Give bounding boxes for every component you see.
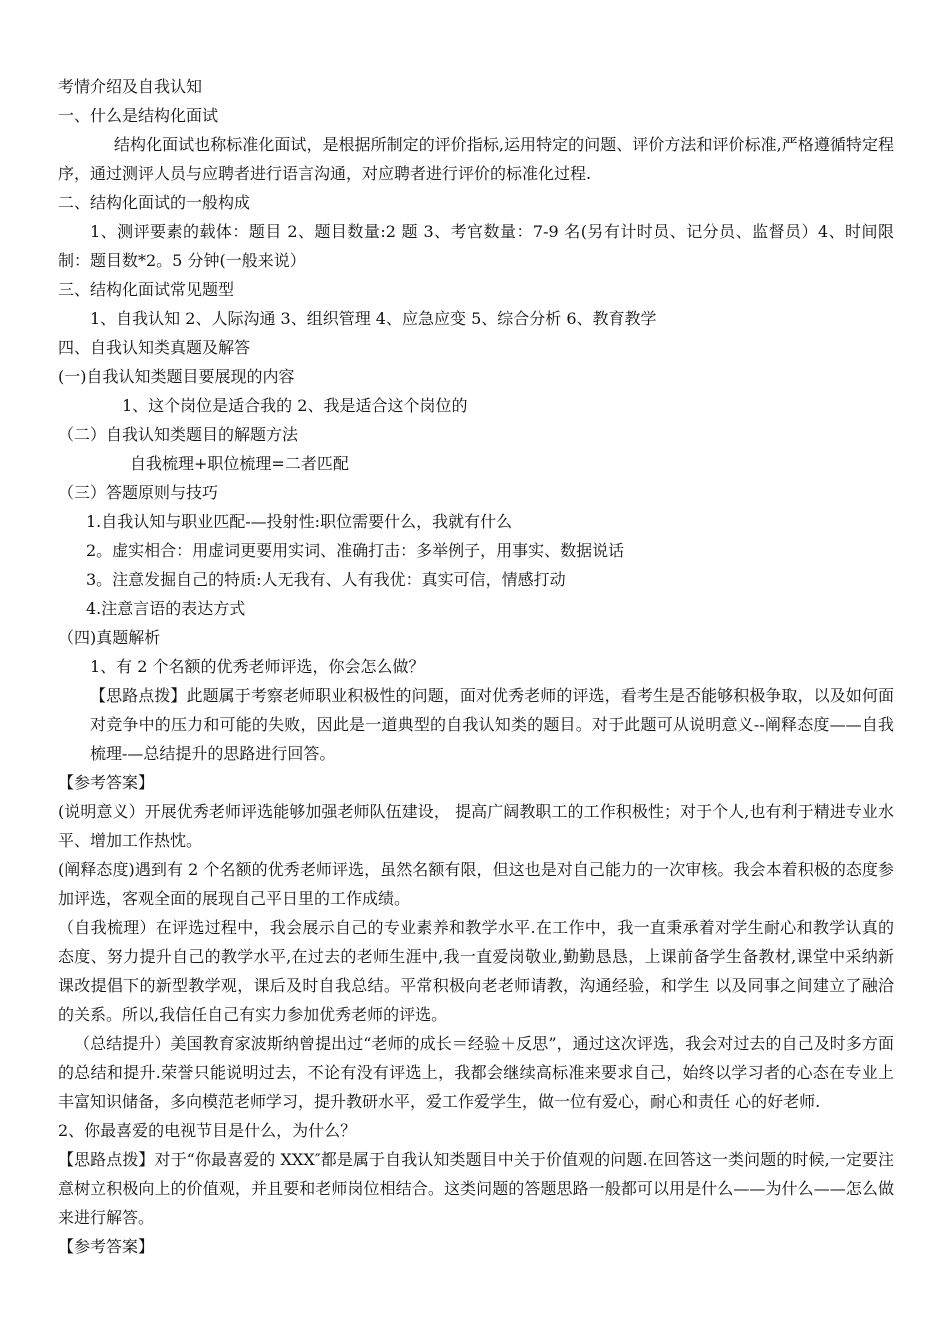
answer-1-paragraph-4: （总结提升）美国教育家波斯纳曾提出过“老师的成长＝经验＋反思”，通过这次评选，我会对过去的自己及时多方面的总结和提升.荣誉只能说明过去，不论有没有评选上，我都会继续高标准来要求自己，始终以学习者的心态在专业上丰富知识储备，多向模范老师学习，提升教研水平，爱工作爱学生，做一位有爱心，耐心和责任 心的好老师. — [58, 1034, 894, 1111]
question-2-hint: 【思路点拨】对于“你最喜爱的 XXX″都是属于自我认知类题目中关于价值观的问题.在回答这一类问题的时候,一定要注意树立积极向上的价值观，并且要和老师岗位相结合。这类问题的答题思路一般都可以用是什么——为什么——怎么做来进行解答。 — [58, 1150, 894, 1227]
tip-1: 1.自我认知与职业匹配-—投射性:职位需要什么，我就有什么 — [86, 512, 513, 531]
section-4-heading: 四、自我认知类真题及解答 — [58, 338, 251, 357]
answer-1-paragraph-1: (说明意义）开展优秀老师评选能够加强老师队伍建设， 提高广阔教职工的工作积极性；对于个人,也有利于精进专业水平、增加工作热忱。 — [58, 802, 894, 850]
subsection-1-heading: (一)自我认知类题目要展现的内容 — [58, 367, 295, 386]
reference-answer-label-2: 【参考答案】 — [58, 1237, 155, 1256]
section-2-heading: 二、结构化面试的一般构成 — [58, 193, 251, 212]
tip-3: 3。注意发掘自己的特质:人无我有、人有我优：真实可信，情感打动 — [86, 570, 566, 589]
question-1-hint — [58, 681, 894, 768]
subsection-1-body: 1、这个岗位是适合我的 2、我是适合这个岗位的 — [122, 396, 468, 415]
subsection-2-heading: （二）自我认知类题目的解题方法 — [58, 425, 299, 444]
reference-answer-label: 【参考答案】 — [58, 773, 155, 792]
subsection-3-heading: （三）答题原则与技巧 — [58, 483, 219, 502]
tip-4: 4.注意言语的表达方式 — [86, 599, 246, 618]
tip-2: 2。虚实相合：用虚词更要用实词、准确打击：多举例子，用事实、数据说话 — [86, 541, 625, 560]
section-1-heading: 一、什么是结构化面试 — [58, 106, 219, 125]
section-3-body: 1、自我认知 2、人际沟通 3、组织管理 4、应急应变 5、综合分析 6、教育教学 — [90, 309, 657, 328]
question-1: 1、有 2 个名额的优秀老师评选，你会怎么做？ — [90, 657, 425, 676]
subsection-4-heading: （四)真题解析 — [58, 628, 161, 647]
answer-1-paragraph-2: (阐释态度)遇到有 2 个名额的优秀老师评选，虽然名额有限，但这也是对自己能力的一次审核。我会本着积极的态度参加评选，客观全面的展现自己平日里的工作成绩。 — [58, 860, 894, 908]
document-title: 考情介绍及自我认知 — [58, 77, 203, 96]
subsection-2-body: 自我梳理+职位梳理=二者匹配 — [130, 454, 349, 473]
document-page — [58, 72, 894, 1261]
section-2-body: 1、测评要素的载体：题目 2、题目数量:2 题 3、考官数量：7-9 名(另有计时员、记分员、监督员）4、时间限制：题目数*2。5 分钟(一般来说） — [58, 222, 894, 270]
question-1-hint-text: 【思路点拨】此题属于考察老师职业积极性的问题，面对优秀老师的评选，看考生是否能够积极争取，以及如何面对竞争中的压力和可能的失败，因此是一道典型的自我认知类的题目。对于此题可从说明意义--阐释态度——自我梳理-—总结提升的思路进行回答。 — [90, 686, 894, 763]
question-2: 2、你最喜爱的电视节目是什么，为什么？ — [58, 1121, 357, 1140]
section-3-heading: 三、结构化面试常见题型 — [58, 280, 235, 299]
section-1-body: 结构化面试也称标准化面试，是根据所制定的评价指标,运用特定的问题、评价方法和评价标准,严格遵循特定程序，通过测评人员与应聘者进行语言沟通，对应聘者进行评价的标准化过程. — [58, 135, 894, 183]
answer-1-paragraph-3: （自我梳理）在评选过程中，我会展示自己的专业素养和教学水平.在工作中，我一直秉承着对学生耐心和教学认真的态度、努力提升自己的教学水平,在过去的老师生涯中,我一直爱岗敬业,勤勤恳恳，上课前备学生备教材,课堂中采纳新课改提倡下的新型教学观，课后及时自我总结。平常积极向老老师请教，沟通经验，和学生 以及同事之间建立了融洽的关系。所以,我信任自己有实力参加优秀老师的评选。 — [58, 918, 894, 1024]
